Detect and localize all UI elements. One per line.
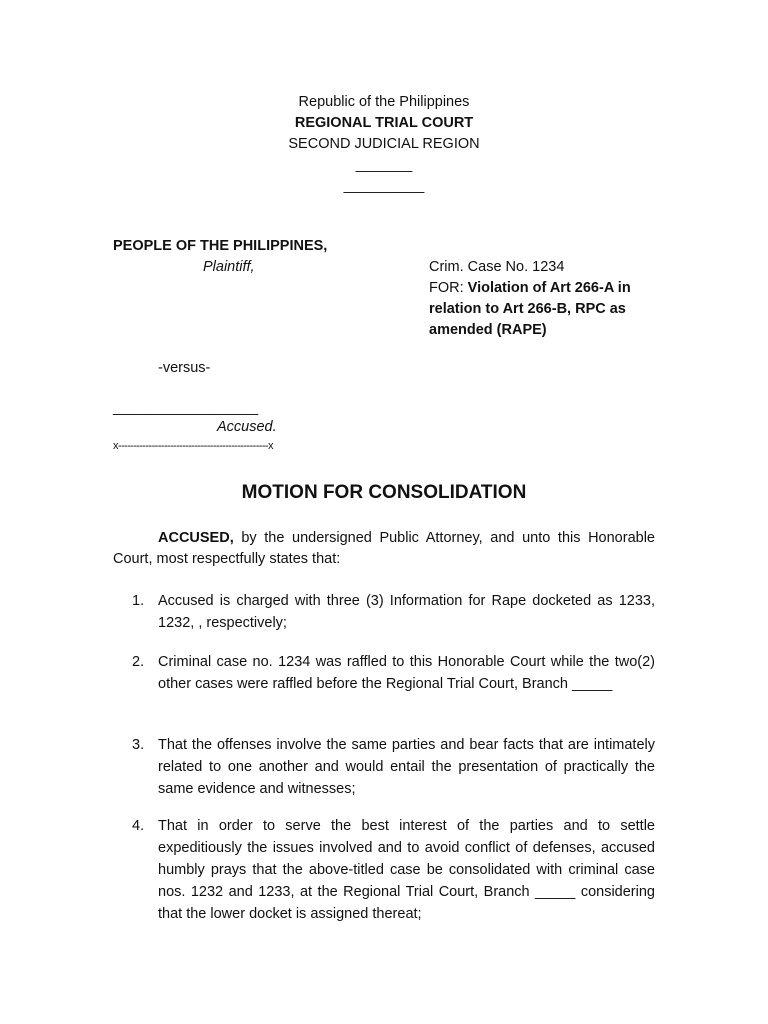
plaintiff-role: Plaintiff, bbox=[203, 259, 255, 275]
list-item: Criminal case no. 1234 was raffled to this Honorable Court while the two(2) other cases were raffled before the Regional Trial Court, Branch _____ bbox=[158, 654, 655, 692]
item-number: 2. bbox=[132, 654, 145, 670]
list-item: That the offenses involve the same parties and bear facts that are intimately related to one another and would entail the presentation of practically the same evidence and witnesses; bbox=[158, 737, 655, 797]
branch-blank: _______ bbox=[355, 157, 413, 173]
list-item: Accused is charged with three (3) Information for Rape docketed as 1233, 1232, , respectively; bbox=[158, 593, 655, 631]
court-heading: REGIONAL TRIAL COURT bbox=[294, 115, 474, 131]
accused-name-blank: __________________ bbox=[113, 400, 259, 416]
item-number: 4. bbox=[132, 818, 145, 834]
intro-lead: ACCUSED, bbox=[158, 530, 234, 546]
region-heading: SECOND JUDICIAL REGION bbox=[288, 136, 480, 152]
list-item: That in order to serve the best interest of the parties and to settle expeditiously the issues involved and to avoid conflict of defenses, accused humbly prays that the above-titled case be consolidated with criminal case nos. 1232 and 1233, at the Regional Trial Court, Branch _____ considering that the lower docket is assigned thereat; bbox=[158, 818, 655, 922]
case-number: Crim. Case No. 1234 bbox=[429, 259, 565, 275]
accused-role: Accused. bbox=[217, 419, 277, 435]
republic-heading: Republic of the Philippines bbox=[298, 94, 470, 110]
case-offense bbox=[429, 278, 659, 341]
item-number: 3. bbox=[132, 737, 145, 753]
caption-divider: x-------------------------------------------------x bbox=[113, 440, 273, 452]
offense-text: Violation of Art 266-A in relation to Art 266-B, RPC as amended (RAPE) bbox=[429, 280, 631, 338]
city-blank: __________ bbox=[343, 178, 425, 194]
intro-text: by the undersigned Public Attorney, and unto this Honorable Court, most respectfully states that: bbox=[113, 530, 655, 567]
intro-paragraph bbox=[113, 528, 655, 570]
for-label: FOR: bbox=[429, 280, 464, 296]
item-number: 1. bbox=[132, 593, 145, 609]
document-title: MOTION FOR CONSOLIDATION bbox=[241, 482, 527, 503]
versus-label: -versus- bbox=[158, 360, 211, 376]
plaintiff-name: PEOPLE OF THE PHILIPPINES, bbox=[113, 238, 328, 254]
